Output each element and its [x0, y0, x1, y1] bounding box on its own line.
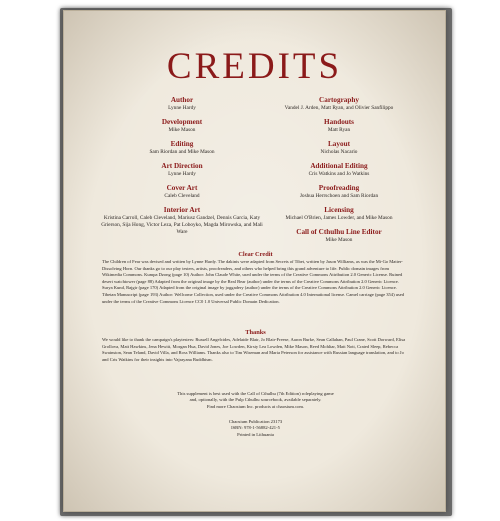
credit-name: Vandel J. Arden, Matt Ryan, and Olivier Sanfilippo [284, 105, 394, 111]
credit-role: Development [161, 118, 203, 126]
credit-editing [97, 140, 267, 156]
credit-proofreading [249, 184, 429, 200]
credit-role: Call of Cthulhu Line Editor [296, 228, 382, 236]
supplement-line: and, optionally, with the Pulp Cthulhu sourcebook, available separately. [189, 397, 322, 403]
credit-role: Editing [170, 140, 194, 148]
supplement-line: Find more Chaosium Inc. products at chaosium.com. [206, 403, 305, 409]
credit-role: Licensing [324, 206, 354, 214]
credit-art-direction [97, 162, 267, 178]
credit-name: Nicholas Nacario [320, 149, 358, 155]
printed-location: Printed in Lithuania [237, 431, 274, 437]
credits-left-column [97, 96, 267, 242]
credit-additional-editing [249, 162, 429, 178]
supplement-line: This supplement is best used with the Call of Cthulhu (7th Edition) roleplaying game [177, 391, 334, 396]
credit-handouts [249, 118, 429, 134]
isbn: ISBN: 978-1-56882-421-5 [231, 425, 280, 431]
credit-name: Caleb Cleveland [164, 193, 200, 199]
credit-name: Mike Mason [168, 127, 196, 133]
credit-role: Proofreading [318, 184, 360, 192]
credit-name: Michael O'Brien, James Lowder, and Mike Mason [285, 215, 393, 221]
section-heading: Clear Credit [238, 251, 273, 258]
section-body: The Children of Fear was devised and written by Lynne Hardy. The dakinis were adapted from Secrets of Tibet, written by Jason Williams, as was the Mi-Go Matter-Dissolving Horn. Our thanks go to our play testers, artists, proofreaders, and others who helped bring this grand adventure to life. Public domain images from Wikimedia Commons. Kumpa Dzong (page 10) Author: John Claude White, used under the terms of the Creative Commons Attribution 2.0 Generic License. Ruined desert watchtower (page 88) Adapted from the original image by the Real Bear (author) under the terms of the Creative Commons Attribution 2.0 Generic Licence. Surya Kund, Rajgir (page 170) Adapted from the original image by joggadery (author) under the terms of the Creative Commons Attribution 2.0 Generic Licence. Tibetan Manuscript (page 193) Author: Wellcome Collection, used under the Creative Commons Attribution 4.0 International license. Camel carriage (page 354) used under the terms of the Creative Commons Licence CC0 1.0 Universal Public Domain Dedication. [102, 259, 405, 304]
credit-role: Handouts [324, 118, 354, 126]
thanks-section [102, 329, 409, 363]
credit-line-editor [249, 228, 429, 244]
page-title: CREDITS [166, 46, 343, 87]
credit-role: Art Direction [161, 162, 203, 170]
credit-name: Sam Riordan and Mike Mason [149, 149, 215, 155]
clear-credit-section [102, 251, 409, 305]
credit-licensing [249, 206, 429, 222]
credit-name: Mike Mason [325, 237, 353, 243]
credits-page [63, 10, 446, 512]
credit-author [97, 96, 267, 112]
credit-name: Matt Ryan [327, 127, 351, 133]
credit-role: Cartography [319, 96, 359, 104]
supplement-note [102, 391, 409, 410]
publication-info [102, 419, 409, 438]
credit-layout [249, 140, 429, 156]
credit-role: Layout [328, 140, 350, 148]
credit-development [97, 118, 267, 134]
credit-name: Kristina Carroll, Caleb Cleveland, Mariusz Gandzel, Dennis Garcia, Katy Grierson, Sija Hong, Victor Leza, Pat Loboyko, Magda Mirowska, and Mali Ware [101, 215, 263, 235]
section-body: We would like to thank the campaign's playtesters: Russell Angelcides, Adelaide Blair, Jo Blair-Freese, Aaron Burke, Sean Callahan, Paul Crane, Scott Dorward, Elisa Grollova, Matt Hawkins, Jena Hewitt, Morgan Hua, David Jones, Joe Lowden, Kirsty Lea Lowden, Mike Mason, Reed Mohltar, Matt Nott, Crated Sleep, Rebecca Swainston, Sean Teland, David Villa, and Ross Williams. Thanks also to Tim Wiseman and Maria Peterson for assistance with Russian language translation, and to Jo and Cris Watkins for their insights into Vajrayana Buddhism. [102, 337, 406, 362]
credit-role: Additional Editing [310, 162, 368, 170]
credit-cover-art [97, 184, 267, 200]
credit-role: Interior Art [163, 206, 201, 214]
credit-role: Author [170, 96, 194, 104]
credits-right-column [249, 96, 429, 250]
section-heading: Thanks [245, 329, 266, 336]
credit-name: Joshua Herrschoen and Sam Riordan [299, 193, 379, 199]
credit-name: Lynne Hardy [168, 171, 196, 177]
credit-name: Lynne Hardy [168, 105, 196, 111]
credit-name: Cris Watkins and Jo Watkins [308, 171, 370, 177]
credit-role: Cover Art [166, 184, 198, 192]
publication-number: Chaosium Publication 23173 [228, 419, 283, 424]
credit-interior-art [97, 206, 267, 236]
credit-cartography [249, 96, 429, 112]
